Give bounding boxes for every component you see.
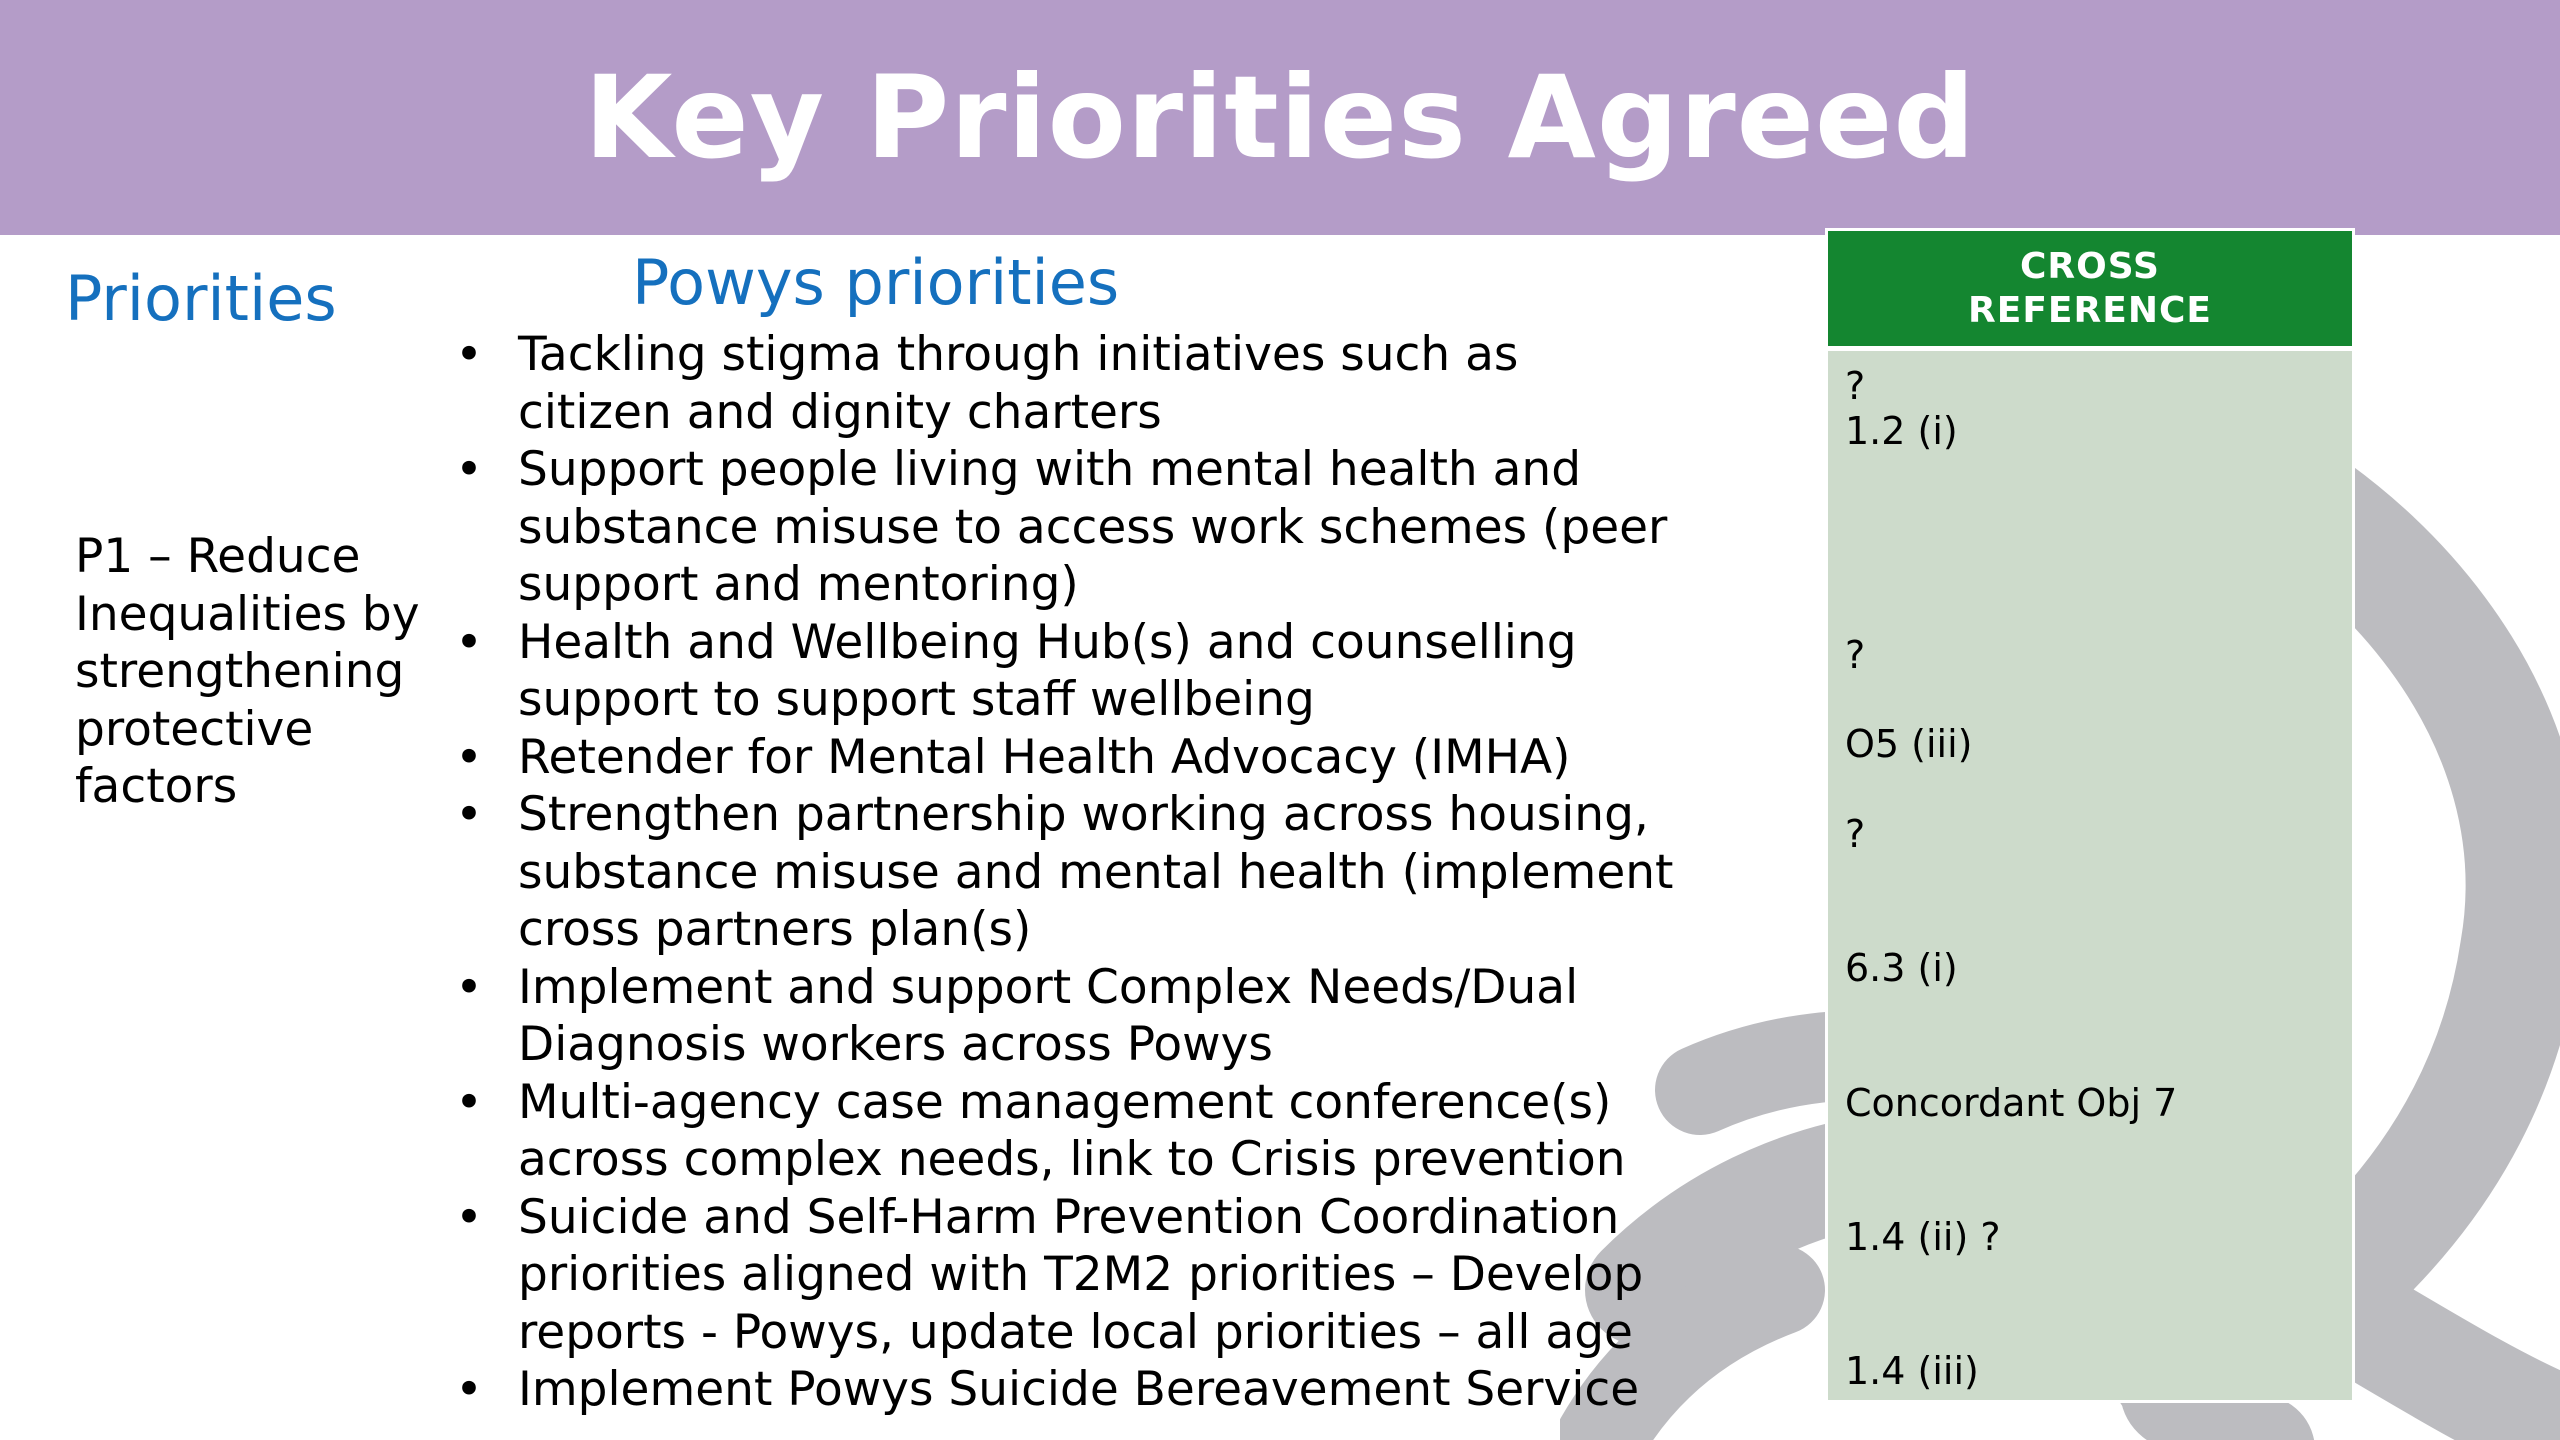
priority-label-line: factors (75, 759, 238, 814)
list-item-line: citizen and dignity charters (518, 384, 1162, 440)
list-item-line: substance misuse and mental health (implement (518, 844, 1674, 900)
list-item (452, 1074, 1752, 1189)
cross-reference-entry: 6.3 (i) (1845, 946, 1958, 990)
list-item-line: Health and Wellbeing Hub(s) and counselling (518, 614, 1577, 670)
cross-reference-entry: 1.4 (iii) (1845, 1349, 1979, 1393)
cross-reference-header-line: REFERENCE (1968, 289, 2212, 331)
cross-reference-entry: ? (1845, 364, 1866, 408)
list-item (452, 614, 1752, 729)
powys-priorities-heading: Powys priorities (632, 246, 1120, 319)
priority-label-line: Inequalities by (75, 586, 420, 642)
cross-reference-entry: Concordant Obj 7 (1845, 1081, 2178, 1125)
list-item-line: Tackling stigma through initiatives such as (518, 327, 1519, 382)
list-item (452, 959, 1752, 1074)
cross-reference-entry: ? (1845, 633, 1866, 677)
list-item-line: Implement and support Complex Needs/Dual (518, 959, 1579, 1015)
list-item (452, 1189, 1752, 1362)
bullet-icon: • (455, 1362, 483, 1417)
list-item-line: substance misuse to access work schemes (peer (518, 499, 1668, 555)
priority-label-line: protective (75, 701, 314, 757)
bullet-icon: • (455, 959, 483, 1015)
list-item (452, 326, 1752, 441)
list-item-line: Suicide and Self-Harm Prevention Coordination (518, 1189, 1620, 1245)
list-item-line: across complex needs, link to Crisis prevention (518, 1132, 1626, 1187)
bullet-icon: • (455, 1189, 483, 1245)
list-item (452, 441, 1752, 614)
list-item-line: priorities aligned with T2M2 priorities – Develop (518, 1247, 1644, 1302)
list-item (452, 729, 1752, 787)
powys-priorities-list (452, 326, 1752, 1419)
list-item-line: cross partners plan(s) (518, 902, 1032, 957)
list-item-line: Diagnosis workers across Powys (518, 1017, 1273, 1072)
bullet-icon: • (455, 787, 483, 842)
cross-reference-header (1828, 231, 2352, 346)
bullet-icon: • (455, 729, 483, 785)
priority-label (75, 528, 455, 816)
cross-reference-entry: O5 (iii) (1845, 722, 1973, 766)
bullet-icon: • (455, 327, 483, 382)
bullet-icon: • (455, 614, 483, 670)
cross-reference-divider (1828, 346, 2352, 351)
priority-label-line: strengthening (75, 644, 405, 699)
list-item-line: reports - Powys, update local priorities – all age (518, 1304, 1633, 1360)
cross-reference-entry: 1.4 (ii) ? (1845, 1215, 2001, 1259)
list-item-line: support and mentoring) (518, 557, 1079, 612)
list-item-line: Implement Powys Suicide Bereavement Service (518, 1362, 1640, 1417)
list-item-line: support to support staff wellbeing (518, 672, 1315, 727)
list-item-line: Support people living with mental health and (518, 442, 1582, 497)
slide-title: Key Priorities Agreed (584, 51, 1976, 184)
cross-reference-entry: ? (1845, 812, 1866, 856)
bullet-icon: • (455, 442, 483, 497)
cross-reference-entry: 1.2 (i) (1845, 409, 1958, 453)
list-item (452, 786, 1752, 959)
list-item-line: Retender for Mental Health Advocacy (IMHA) (518, 729, 1571, 785)
priority-label-line: P1 – Reduce (75, 529, 361, 584)
bullet-icon: • (455, 1074, 483, 1130)
list-item-line: Strengthen partnership working across housing, (518, 787, 1649, 842)
cross-reference-header-line: CROSS (2020, 245, 2160, 287)
list-item (452, 1361, 1752, 1419)
list-item-line: Multi-agency case management conference(s) (518, 1074, 1612, 1130)
priorities-heading: Priorities (65, 262, 337, 335)
